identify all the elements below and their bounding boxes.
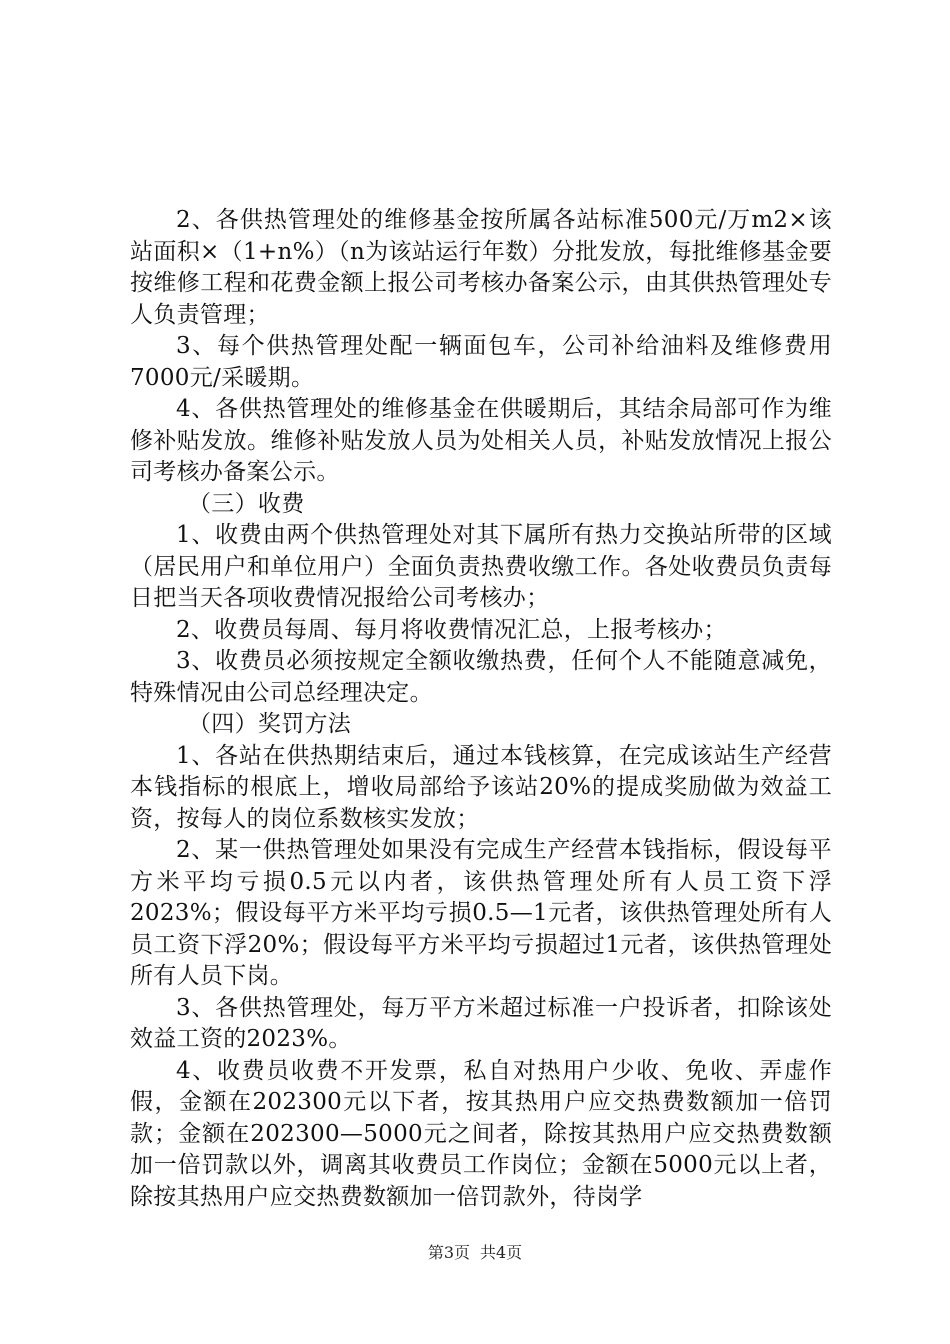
document-body [130, 205, 832, 1213]
paragraph-fee-summary: 2、收费员每周、每月将收费情况汇总，上报考核办； [176, 616, 727, 643]
section-heading-fees: （三）收费 [188, 490, 305, 517]
paragraph-complaint-penalty: 3、各供热管理处，每万平方米超过标准一户投诉者，扣除该处效益工资的2023%。 [130, 994, 832, 1052]
paragraph-fee-collection: 1、收费由两个供热管理处对其下属所有热力交换站所带的区域（居民用户和单位用户）全面负责热费收缴工作。各处收费员负责每日把当天各项收费情况报给公司考核办； [130, 522, 832, 611]
page-number: 第3页 [427, 1243, 470, 1262]
page-total: 共4页 [480, 1243, 523, 1262]
paragraph-vehicle: 3、每个供热管理处配一辆面包车，公司补给油料及维修费用7000元/采暖期。 [130, 333, 832, 391]
page-footer [0, 1240, 950, 1263]
paragraph-fund-surplus: 4、各供热管理处的维修基金在供暖期后，其结余局部可作为维修补贴发放。维修补贴发放人员为处相关人员，补贴发放情况上报公司考核办备案公示。 [130, 396, 832, 485]
section-heading-rewards-penalties: （四）奖罚方法 [188, 711, 352, 737]
paragraph-maintenance-fund: 2、各供热管理处的维修基金按所属各站标准500元/万m2×该站面积×（1+n%）（n为该站运行年数）分批发放，每批维修基金要按维修工程和花费金额上报公司考核办备案公示，由其供热管理处专人负责管理； [130, 207, 832, 328]
paragraph-loss-penalty: 2、某一供热管理处如果没有完成生产经营本钱指标，假设每平方米平均亏损0.5元以内者，该供热管理处所有人员工资下浮2023%；假设每平方米平均亏损0.5—1元者，该供热管理处所有人员工资下浮20%；假设每平方米平均亏损超过1元者，该供热管理处所有人员下岗。 [130, 837, 832, 989]
paragraph-full-collection: 3、收费员必须按规定全额收缴热费，任何个人不能随意减免，特殊情况由公司总经理决定。 [130, 648, 832, 706]
paragraph-reward: 1、各站在供热期结束后，通过本钱核算，在完成该站生产经营本钱指标的根底上，增收局部给予该站20%的提成奖励做为效益工资，按每人的岗位系数核实发放； [130, 742, 832, 832]
paragraph-invoice-penalty: 4、收费员收费不开发票，私自对热用户少收、免收、弄虚作假，金额在202300元以下者，按其热用户应交热费数额加一倍罚款；金额在202300—5000元之间者，除按其热用户应交热费数额加一倍罚款以外，调离其收费员工作岗位；金额在5000元以上者，除按其热用户应交热费数额加一倍罚款外，待岗学 [130, 1057, 832, 1210]
